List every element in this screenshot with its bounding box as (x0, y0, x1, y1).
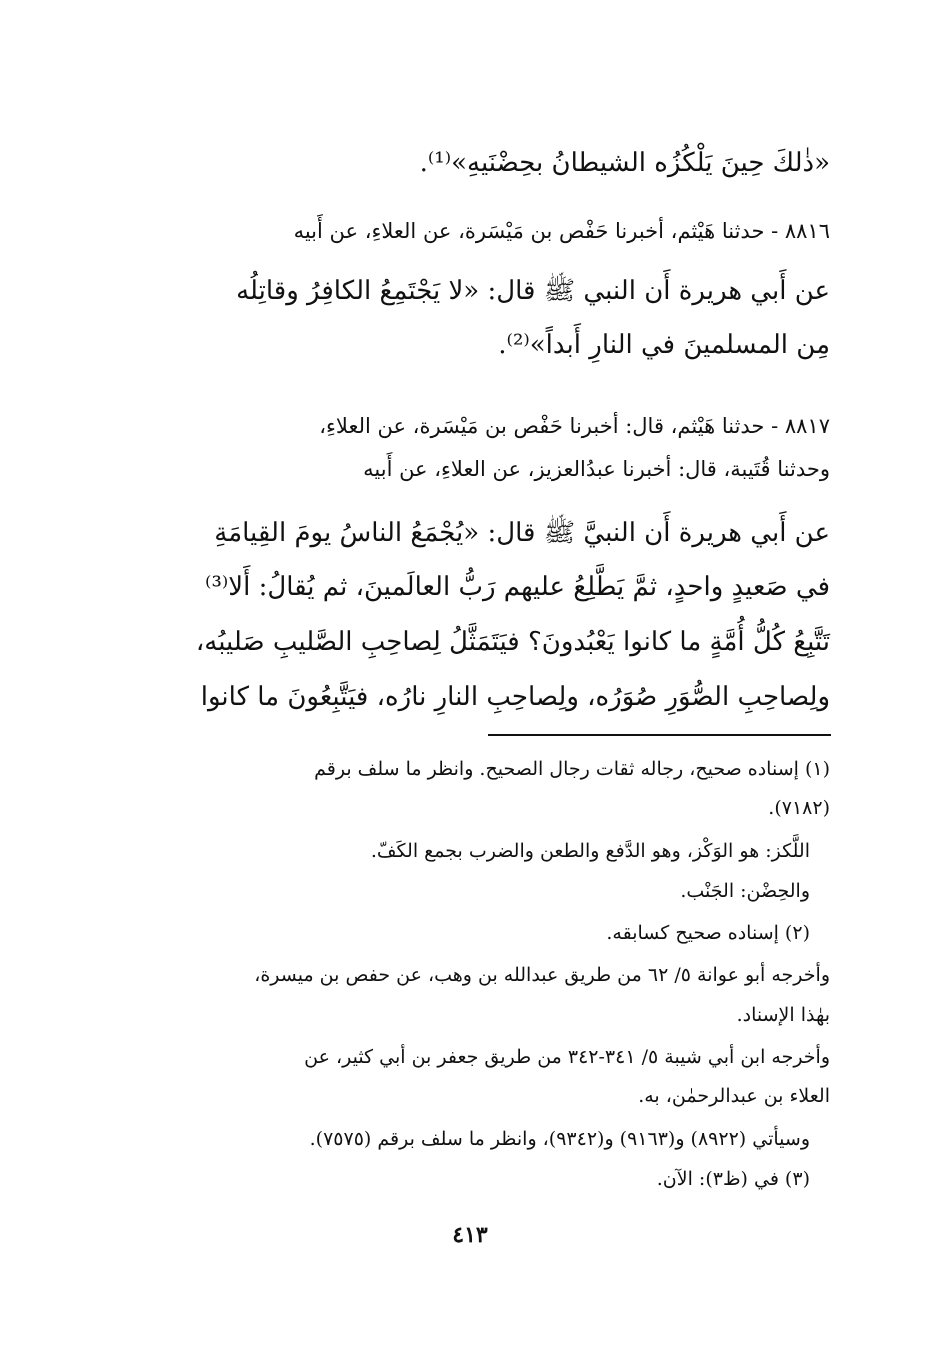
page-number: ٤١٣ (452, 1222, 488, 1248)
main-line-5: ٨٨١٧ - حدثنا هَيْثم، قال: أخبرنا حَفْص بن مَيْسَرة، عن العلاءِ، (319, 414, 830, 438)
footnote-line-4: والحِضْن: الجَنْب. (680, 880, 810, 902)
main-line-6: وحدثنا قُتَيبة، قال: أخبرنا عبدُالعزيز، عن العلاءِ، عن أَبيه (363, 457, 830, 481)
main-line-4: مِن المسلمينَ في النارِ أَبداً»⁽²⁾. (498, 330, 830, 360)
main-line-10: ولِصاحِبِ الصُّوَرِ صُوَرُه، ولِصاحِبِ النارِ نارُه، فيَتَّبِعُونَ ما كانوا (200, 682, 830, 712)
main-line-7: عن أَبي هريرة أَن النبيَّ ﷺ قال: «يُجْمَعُ الناسُ يومَ القِيامَةِ (214, 518, 830, 548)
main-line-2: ٨٨١٦ - حدثنا هَيْثم، أخبرنا حَفْص بن مَيْسَرة، عن العلاءِ، عن أَبيه (293, 219, 830, 243)
footnote-line-8: وأخرجه ابن أبي شيبة ٥/ ٣٤١-٣٤٢ من طريق جعفر بن أبي كثير، عن (304, 1046, 830, 1068)
footnote-line-2: (٧١٨٢). (768, 797, 830, 819)
main-line-1: «ذٰلكَ حِينَ يَلْكُزُه الشيطانُ بحِضْنَيهِ»⁽¹⁾. (419, 148, 830, 178)
footnote-separator (488, 734, 831, 736)
main-line-9: تَتَّبِعُ كُلُّ أُمَّةٍ ما كانوا يَعْبُدونَ؟ فيَتَمَثَّلُ لِصاحِبِ الصَّليبِ صَليبُه، (195, 627, 830, 657)
main-line-3: عن أَبي هريرة أَن النبي ﷺ قال: «لا يَجْتَمِعُ الكافِرُ وقاتِلُه (236, 276, 830, 306)
footnote-line-11: (٣) في (ظ٣): الآن. (656, 1168, 810, 1190)
footnote-line-6: وأخرجه أبو عوانة ٥/ ٦٢ من طريق عبدالله بن وهب، عن حفص بن ميسرة، (254, 964, 830, 986)
footnote-line-3: اللَّكز: هو الوَكْز، وهو الدَّفع والطعن والضرب بجمع الكَفّ. (370, 840, 810, 862)
footnote-line-1: (١) إسناده صحيح، رجاله ثقات رجال الصحيح. وانظر ما سلف برقم (314, 758, 830, 780)
main-line-8: في صَعيدٍ واحدٍ، ثمَّ يَطَّلِعُ عليهم رَبُّ العالَمينَ، ثم يُقالُ: أَلا⁽³⁾ (205, 572, 830, 602)
footnote-line-5: (٢) إسناده صحيح كسابقه. (606, 922, 810, 944)
footnote-line-7: بهٰذا الإسناد. (736, 1004, 830, 1026)
footnote-line-10: وسيأتي (٨٩٢٢) و(٩١٦٣) و(٩٣٤٢)، وانظر ما سلف برقم (٧٥٧٥). (309, 1128, 810, 1150)
footnote-line-9: العلاء بن عبدالرحمٰن، به. (638, 1085, 830, 1107)
